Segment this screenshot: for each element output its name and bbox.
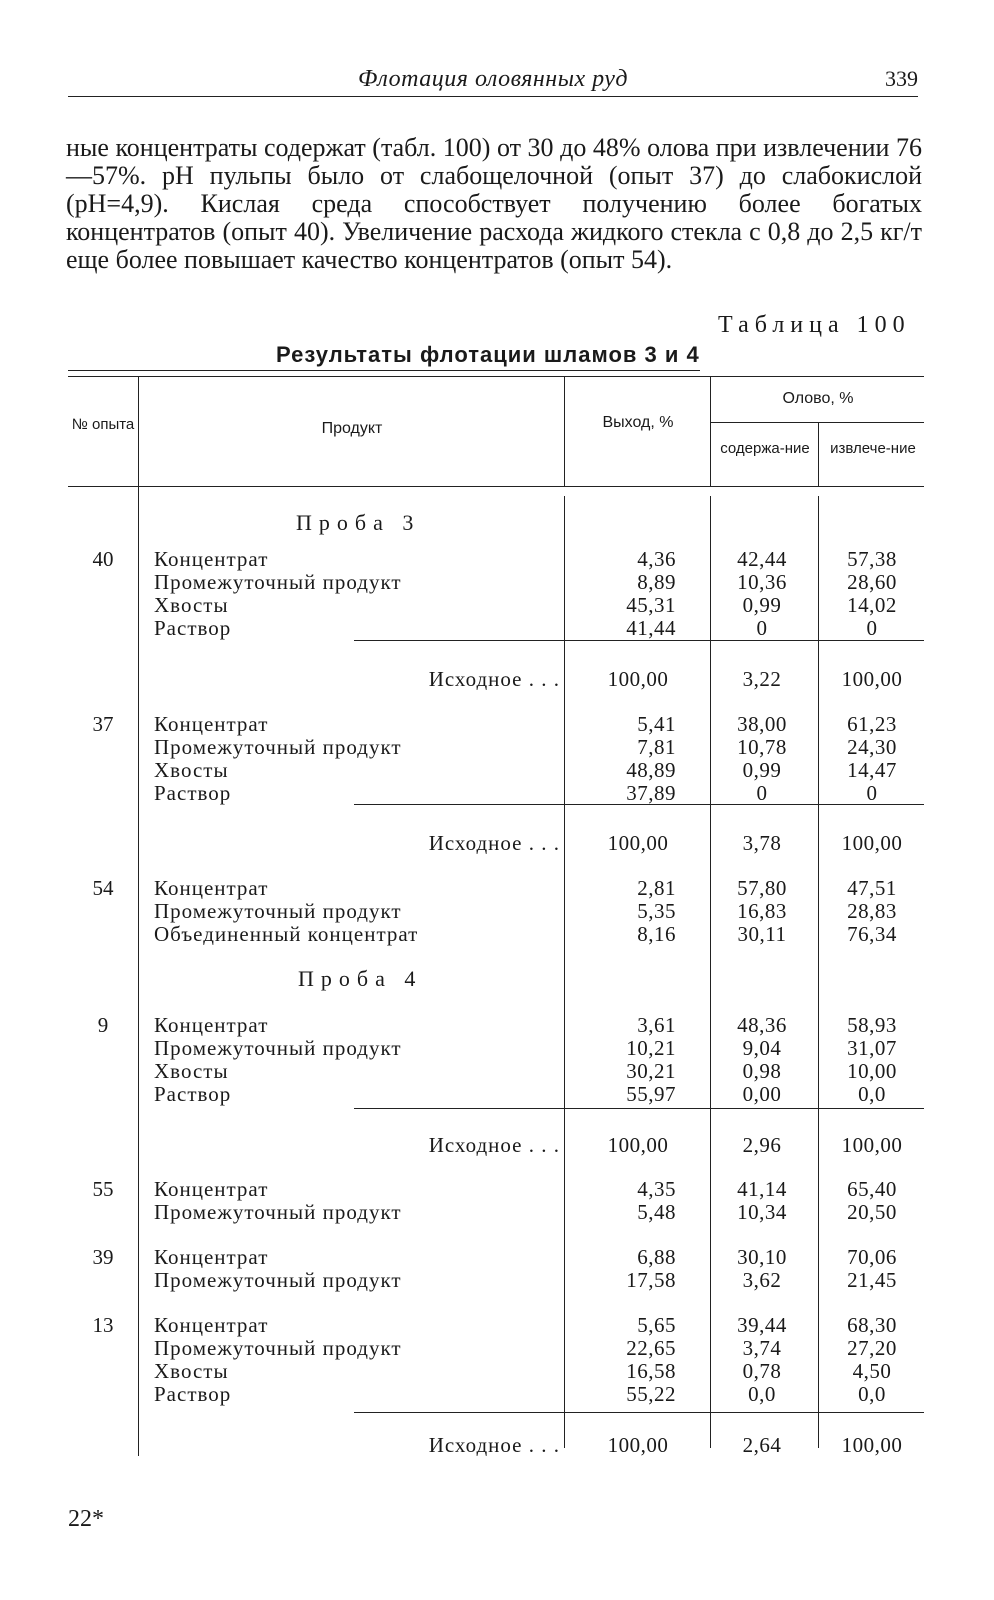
tin-content-cell: 0,99 bbox=[742, 593, 782, 617]
table-row bbox=[0, 1083, 994, 1106]
tin-recovery-cell: 28,60 bbox=[847, 570, 897, 594]
tin-recovery-cell: 20,50 bbox=[847, 1200, 897, 1224]
yield-cell: 22,65 bbox=[626, 1336, 676, 1360]
yield-cell: 4,36 bbox=[637, 547, 676, 571]
tin-recovery-cell: 100,00 bbox=[841, 831, 903, 855]
table-row bbox=[0, 1360, 994, 1383]
product-cell: Промежуточный продукт bbox=[154, 899, 402, 923]
product-cell: Концентрат bbox=[154, 1177, 269, 1201]
yield-cell: 3,61 bbox=[637, 1013, 676, 1037]
tin-content-cell: 0,00 bbox=[742, 1082, 782, 1106]
yield-cell: 37,89 bbox=[626, 781, 676, 805]
experiment-number-cell: 9 bbox=[97, 1013, 109, 1037]
tin-content-cell: 57,80 bbox=[737, 876, 787, 900]
table-row bbox=[0, 1037, 994, 1060]
yield-cell: 100,00 bbox=[607, 667, 669, 691]
product-cell: Промежуточный продукт bbox=[154, 1336, 402, 1360]
tin-recovery-cell: 10,00 bbox=[847, 1059, 897, 1083]
tin-recovery-cell: 76,34 bbox=[847, 922, 897, 946]
product-cell: Объединенный концентрат bbox=[154, 922, 419, 946]
tin-recovery-cell: 61,23 bbox=[847, 712, 897, 736]
experiment-number-cell: 54 bbox=[92, 876, 114, 900]
tin-recovery-cell: 31,07 bbox=[847, 1036, 897, 1060]
tin-recovery-cell: 0 bbox=[866, 616, 878, 640]
header-experiment-number: № опыта bbox=[71, 416, 135, 433]
yield-cell: 41,44 bbox=[626, 616, 676, 640]
tin-recovery-cell: 0,0 bbox=[858, 1082, 886, 1106]
table-row bbox=[0, 1383, 994, 1406]
table-row bbox=[0, 594, 994, 617]
product-cell: Концентрат bbox=[154, 876, 269, 900]
table-row bbox=[0, 923, 994, 946]
product-cell: Концентрат bbox=[154, 1313, 269, 1337]
tin-content-cell: 0 bbox=[756, 781, 768, 805]
tin-recovery-cell: 14,02 bbox=[847, 593, 897, 617]
table-row bbox=[0, 1014, 994, 1037]
table-row bbox=[0, 1337, 994, 1360]
product-cell: Промежуточный продукт bbox=[154, 1036, 402, 1060]
tin-recovery-cell: 100,00 bbox=[841, 1433, 903, 1457]
product-cell: Раствор bbox=[154, 1382, 232, 1406]
product-cell: Исходное . . . bbox=[428, 1133, 560, 1157]
tin-content-cell: 10,34 bbox=[737, 1200, 787, 1224]
table-row bbox=[0, 1178, 994, 1201]
product-cell: Промежуточный продукт bbox=[154, 1200, 402, 1224]
tin-recovery-cell: 4,50 bbox=[852, 1359, 892, 1383]
experiment-number-cell: 39 bbox=[92, 1245, 114, 1269]
header-yield: Выход, % bbox=[602, 414, 674, 431]
yield-cell: 100,00 bbox=[607, 1433, 669, 1457]
product-cell: Промежуточный продукт bbox=[154, 735, 402, 759]
tin-content-cell: 0,99 bbox=[742, 758, 782, 782]
tin-content-cell: 0,78 bbox=[742, 1359, 782, 1383]
yield-cell: 100,00 bbox=[607, 1133, 669, 1157]
tin-content-cell: 0 bbox=[756, 616, 768, 640]
header-tin: Олово, % bbox=[782, 390, 854, 407]
header-tin-content: содержа-ние bbox=[720, 440, 810, 457]
table-row bbox=[0, 1246, 994, 1269]
product-cell: Концентрат bbox=[154, 1013, 269, 1037]
tin-recovery-cell: 24,30 bbox=[847, 735, 897, 759]
tin-recovery-cell: 70,06 bbox=[847, 1245, 897, 1269]
tin-content-cell: 30,10 bbox=[737, 1245, 787, 1269]
table-row bbox=[0, 1269, 994, 1292]
tin-content-cell: 0,98 bbox=[742, 1059, 782, 1083]
product-cell: Раствор bbox=[154, 1082, 232, 1106]
tin-content-cell: 2,96 bbox=[742, 1133, 782, 1157]
product-cell: Хвосты bbox=[154, 758, 229, 782]
yield-cell: 16,58 bbox=[626, 1359, 676, 1383]
tin-content-cell: 9,04 bbox=[742, 1036, 782, 1060]
table-row bbox=[0, 617, 994, 640]
yield-cell: 55,97 bbox=[626, 1082, 676, 1106]
table-row bbox=[0, 548, 994, 571]
product-cell: Концентрат bbox=[154, 1245, 269, 1269]
tin-recovery-cell: 14,47 bbox=[847, 758, 897, 782]
yield-cell: 30,21 bbox=[626, 1059, 676, 1083]
product-cell: Исходное . . . bbox=[428, 831, 560, 855]
product-cell: Исходное . . . bbox=[428, 1433, 560, 1457]
yield-cell: 100,00 bbox=[607, 831, 669, 855]
table-row bbox=[0, 877, 994, 900]
tin-recovery-cell: 57,38 bbox=[847, 547, 897, 571]
tin-recovery-cell: 47,51 bbox=[847, 876, 897, 900]
experiment-number-cell: 37 bbox=[92, 712, 114, 736]
tin-recovery-cell: 58,93 bbox=[847, 1013, 897, 1037]
tin-recovery-cell: 100,00 bbox=[841, 1133, 903, 1157]
header-product: Продукт bbox=[321, 420, 383, 437]
tin-content-cell: 3,74 bbox=[742, 1336, 782, 1360]
tin-content-cell: 3,78 bbox=[742, 831, 782, 855]
experiment-number-cell: 13 bbox=[92, 1313, 114, 1337]
table-row bbox=[0, 782, 994, 805]
product-cell: Концентрат bbox=[154, 712, 269, 736]
product-cell: Хвосты bbox=[154, 1359, 229, 1383]
yield-cell: 5,48 bbox=[637, 1200, 676, 1224]
tin-content-cell: 42,44 bbox=[737, 547, 787, 571]
table-row bbox=[0, 668, 994, 691]
tin-recovery-cell: 28,83 bbox=[847, 899, 897, 923]
yield-cell: 5,41 bbox=[637, 712, 676, 736]
table-row bbox=[0, 713, 994, 736]
product-cell: Исходное . . . bbox=[428, 667, 560, 691]
tin-content-cell: 3,62 bbox=[742, 1268, 782, 1292]
table-row bbox=[0, 900, 994, 923]
tin-content-cell: 30,11 bbox=[737, 922, 787, 946]
yield-cell: 5,65 bbox=[637, 1313, 676, 1337]
table-row bbox=[0, 1060, 994, 1083]
product-cell: Концентрат bbox=[154, 547, 269, 571]
yield-cell: 48,89 bbox=[626, 758, 676, 782]
yield-cell: 7,81 bbox=[637, 735, 676, 759]
yield-cell: 8,89 bbox=[637, 570, 676, 594]
tin-content-cell: 38,00 bbox=[737, 712, 787, 736]
yield-cell: 2,81 bbox=[637, 876, 676, 900]
paragraph-text: ные концентраты содержат (табл. 100) от 30 до 48% олова при извлечении 76—57%. pH пульпы было от слабощелочной (опыт 37) до слабокислой (pH=4,9). Кислая среда способствует получению более богатых концентратов (опыт 40). Увеличение расхода жидкого стекла с 0,8 до 2,5 кг/т еще более повышает качество концентратов (опыт 54). bbox=[66, 133, 922, 274]
table-row bbox=[0, 759, 994, 782]
experiment-number-cell: 40 bbox=[92, 547, 114, 571]
tin-content-cell: 41,14 bbox=[737, 1177, 787, 1201]
tin-recovery-cell: 27,20 bbox=[847, 1336, 897, 1360]
tin-recovery-cell: 21,45 bbox=[847, 1268, 897, 1292]
sample-4-heading: Проба 4 bbox=[298, 966, 423, 991]
table-caption: Результаты флотации шламов 3 и 4 bbox=[276, 342, 700, 371]
table-row bbox=[0, 571, 994, 594]
yield-cell: 10,21 bbox=[626, 1036, 676, 1060]
yield-cell: 5,35 bbox=[637, 899, 676, 923]
sample-3-heading: Проба 3 bbox=[296, 510, 421, 535]
table-row bbox=[0, 1434, 994, 1457]
product-cell: Хвосты bbox=[154, 1059, 229, 1083]
table-row bbox=[0, 832, 994, 855]
yield-cell: 4,35 bbox=[637, 1177, 676, 1201]
table-label: Таблица 100 bbox=[718, 312, 911, 338]
yield-cell: 8,16 bbox=[637, 922, 676, 946]
yield-cell: 45,31 bbox=[626, 593, 676, 617]
tin-recovery-cell: 100,00 bbox=[841, 667, 903, 691]
yield-cell: 55,22 bbox=[626, 1382, 676, 1406]
table-row bbox=[0, 1134, 994, 1157]
product-cell: Промежуточный продукт bbox=[154, 570, 402, 594]
tin-content-cell: 10,78 bbox=[737, 735, 787, 759]
tin-content-cell: 2,64 bbox=[742, 1433, 782, 1457]
experiment-number-cell: 55 bbox=[92, 1177, 114, 1201]
product-cell: Раствор bbox=[154, 781, 232, 805]
yield-cell: 17,58 bbox=[626, 1268, 676, 1292]
product-cell: Хвосты bbox=[154, 593, 229, 617]
table-row bbox=[0, 1201, 994, 1224]
tin-recovery-cell: 68,30 bbox=[847, 1313, 897, 1337]
tin-recovery-cell: 0 bbox=[866, 781, 878, 805]
tin-recovery-cell: 0,0 bbox=[858, 1382, 886, 1406]
page-number: 339 bbox=[885, 66, 918, 91]
tin-content-cell: 0,0 bbox=[748, 1382, 776, 1406]
tin-content-cell: 3,22 bbox=[742, 667, 782, 691]
running-title: Флотация оловянных руд bbox=[357, 66, 629, 92]
table-row bbox=[0, 1314, 994, 1337]
tin-content-cell: 10,36 bbox=[737, 570, 787, 594]
tin-content-cell: 16,83 bbox=[737, 899, 787, 923]
table-row bbox=[0, 736, 994, 759]
product-cell: Раствор bbox=[154, 616, 232, 640]
tin-content-cell: 48,36 bbox=[737, 1013, 787, 1037]
header-tin-recovery: извлече-ние bbox=[830, 440, 916, 457]
yield-cell: 6,88 bbox=[637, 1245, 676, 1269]
signature-mark: 22* bbox=[68, 1506, 104, 1532]
tin-recovery-cell: 65,40 bbox=[847, 1177, 897, 1201]
product-cell: Промежуточный продукт bbox=[154, 1268, 402, 1292]
tin-content-cell: 39,44 bbox=[737, 1313, 787, 1337]
